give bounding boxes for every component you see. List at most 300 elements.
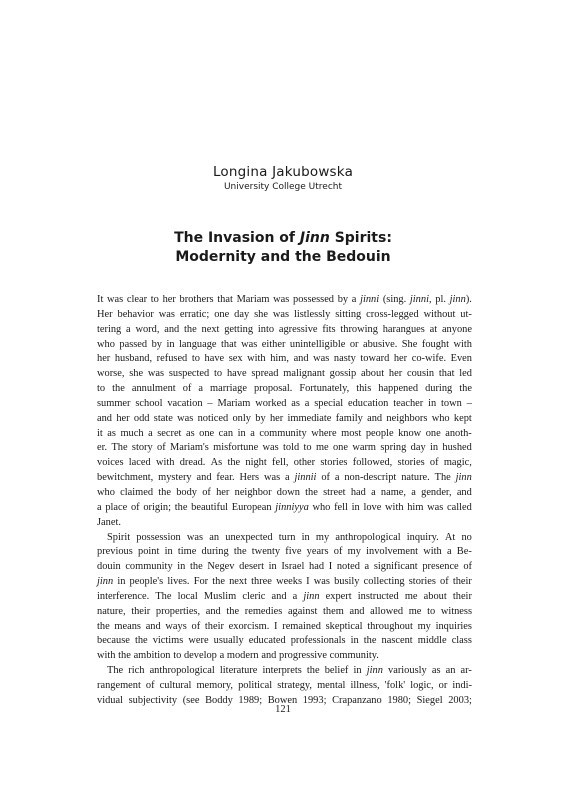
word: ar- xyxy=(460,665,472,677)
word: possessed xyxy=(293,294,334,305)
word: the xyxy=(158,486,171,498)
body-line xyxy=(97,620,472,635)
word: stories xyxy=(408,576,436,588)
word: have xyxy=(226,368,247,380)
word: unexpected xyxy=(225,531,273,543)
word: a xyxy=(292,590,298,602)
word: only xyxy=(232,412,251,424)
word: 2003; xyxy=(448,694,472,706)
word: jinn xyxy=(97,576,114,588)
word: a xyxy=(411,486,416,498)
word: word, xyxy=(135,323,160,335)
word: stories xyxy=(397,457,425,469)
word: who xyxy=(97,486,115,498)
word: odd xyxy=(133,412,150,424)
word: – xyxy=(466,397,472,409)
word: her xyxy=(216,486,230,498)
word: against xyxy=(287,605,318,617)
word: nasty xyxy=(333,353,356,365)
word: the xyxy=(97,620,110,632)
word: neighbor xyxy=(234,486,272,498)
word: in xyxy=(166,338,175,350)
word: or xyxy=(438,679,448,691)
word: had xyxy=(350,486,366,498)
word: She xyxy=(401,338,418,350)
word: gossip xyxy=(329,368,357,380)
word: Be- xyxy=(456,546,472,558)
word: rich xyxy=(128,665,145,677)
word: class xyxy=(451,635,472,647)
word: The xyxy=(111,442,128,454)
word: Mariam xyxy=(236,294,270,305)
word: much xyxy=(120,427,144,439)
word: warm xyxy=(352,442,376,454)
word: non-descript xyxy=(344,472,397,484)
word: involvement xyxy=(366,546,419,558)
word: one xyxy=(214,308,230,320)
word: during xyxy=(425,383,453,395)
body-line xyxy=(97,605,472,620)
title-italic-word: Jinn xyxy=(299,230,330,246)
word: Even xyxy=(450,353,472,365)
body-line xyxy=(97,427,472,442)
word: a xyxy=(219,650,225,662)
word: have xyxy=(204,353,225,365)
body-line xyxy=(97,412,472,427)
word: previous xyxy=(97,546,133,558)
word: fell, xyxy=(272,457,289,469)
word: with xyxy=(155,457,175,469)
word: point xyxy=(138,546,160,558)
word: jinniyya xyxy=(275,501,309,513)
word: that xyxy=(221,338,237,350)
word: remedies xyxy=(244,605,283,617)
word: jinn). xyxy=(449,294,472,305)
word: was xyxy=(263,472,281,484)
word: her xyxy=(388,368,403,380)
word: European xyxy=(231,501,272,513)
word: malignant xyxy=(283,368,325,380)
word: a xyxy=(446,546,452,558)
word: vidual xyxy=(97,694,123,706)
word: presence xyxy=(422,561,459,573)
word: the xyxy=(363,635,377,647)
word: jinni, xyxy=(409,294,432,305)
body-line xyxy=(97,634,472,649)
word: three xyxy=(251,576,272,588)
word: as xyxy=(185,427,195,439)
word: memory, xyxy=(196,679,234,691)
word: in xyxy=(177,561,186,573)
word: this xyxy=(356,383,372,395)
word: summer xyxy=(97,397,131,409)
word: twenty xyxy=(251,546,281,558)
word: As xyxy=(210,457,223,469)
word: one xyxy=(425,427,441,439)
body-line xyxy=(97,516,472,531)
body-line xyxy=(97,575,472,590)
body-line xyxy=(97,323,472,338)
word: five xyxy=(285,546,302,558)
word: to xyxy=(97,383,106,395)
word: noted xyxy=(336,561,360,573)
word: at xyxy=(429,323,438,335)
word: exorcism. xyxy=(228,620,270,632)
word: busily xyxy=(334,576,360,588)
word: who xyxy=(431,412,450,424)
body-line xyxy=(97,367,472,382)
word: hushed xyxy=(442,442,472,454)
word: The xyxy=(434,472,451,484)
word: in xyxy=(268,561,277,573)
word: jinnii xyxy=(294,472,317,484)
word: was xyxy=(427,501,444,513)
word: desert xyxy=(239,561,264,573)
word: the xyxy=(134,635,148,647)
word: in xyxy=(117,576,126,588)
title-prefix: The Invasion of xyxy=(174,230,300,246)
word: him xyxy=(407,501,424,513)
word: into xyxy=(257,323,275,335)
word: fought xyxy=(421,338,449,350)
word: state xyxy=(153,412,173,424)
page-number: 121 xyxy=(275,704,291,715)
word: special xyxy=(314,397,344,409)
word: anthropological xyxy=(149,665,215,677)
word: allowed xyxy=(370,605,404,617)
title-suffix: Spirits: xyxy=(329,230,392,246)
word: by xyxy=(151,338,162,350)
word: progressive xyxy=(279,650,327,662)
word: It xyxy=(97,294,104,305)
word: usually xyxy=(213,635,244,647)
body-line xyxy=(97,397,472,412)
word: day xyxy=(234,308,250,320)
word: worse, xyxy=(97,368,125,380)
word: stories xyxy=(320,457,348,469)
word: Bowen xyxy=(267,694,298,706)
word: weeks xyxy=(276,576,303,588)
word: educated xyxy=(248,635,286,647)
word: ambition xyxy=(133,650,171,662)
word: 1980; xyxy=(387,694,411,706)
word: and xyxy=(164,323,180,335)
word: a xyxy=(198,383,204,395)
body-line xyxy=(97,382,472,397)
word: of xyxy=(191,620,201,632)
body-line xyxy=(97,471,472,486)
word: douin xyxy=(97,561,121,573)
word: was xyxy=(313,353,330,365)
word: expert xyxy=(325,590,352,602)
word: or xyxy=(349,338,359,350)
word: was xyxy=(262,442,279,454)
word: of xyxy=(145,679,155,691)
word: cousin xyxy=(406,368,435,380)
word: community. xyxy=(329,650,379,662)
word: the xyxy=(184,323,197,335)
word: day xyxy=(410,442,426,454)
word: a xyxy=(97,501,102,513)
word: me xyxy=(408,605,422,617)
word: mystery xyxy=(158,472,192,484)
word: For xyxy=(193,576,209,588)
word: was xyxy=(186,531,204,543)
word: the xyxy=(118,650,131,662)
body-line xyxy=(97,560,472,575)
word: to xyxy=(150,294,159,305)
word: brothers xyxy=(179,294,214,305)
word: him, xyxy=(270,353,289,365)
word: my xyxy=(347,546,361,558)
word: origin; xyxy=(143,501,172,513)
word: laced xyxy=(128,457,151,469)
word: possession xyxy=(136,531,181,543)
word: me xyxy=(404,590,418,602)
word: anoth- xyxy=(445,427,472,439)
word: can xyxy=(218,427,234,439)
word: Mariam's xyxy=(170,442,209,454)
word: the xyxy=(212,576,225,588)
word: during xyxy=(201,546,229,558)
word: of xyxy=(463,561,472,573)
word: jinn xyxy=(366,665,383,677)
word: abusive. xyxy=(362,338,398,350)
word: was xyxy=(158,308,175,320)
word: misfortune xyxy=(213,442,259,454)
word: lives. xyxy=(167,576,190,588)
body-line xyxy=(97,293,472,308)
word: jinni xyxy=(360,294,380,305)
word: logic, xyxy=(410,679,434,691)
word: I xyxy=(274,620,278,632)
word: indi- xyxy=(452,679,472,691)
word: strategy, xyxy=(277,679,313,691)
word: their xyxy=(131,605,151,617)
word: listlessly xyxy=(293,308,331,320)
word: in xyxy=(353,665,362,677)
word: worked xyxy=(255,397,287,409)
word: modern xyxy=(226,650,259,662)
word: my xyxy=(315,531,330,543)
word: develop xyxy=(183,650,217,662)
word: (sing. xyxy=(382,294,407,305)
word: their xyxy=(452,590,472,602)
word: nascent xyxy=(381,635,413,647)
word: secret xyxy=(157,427,182,439)
body-line xyxy=(97,338,472,353)
body-line xyxy=(97,649,472,664)
word: happened xyxy=(378,383,419,395)
word: The xyxy=(107,665,124,677)
word: The xyxy=(155,590,172,602)
word: in xyxy=(351,501,360,513)
word: and xyxy=(196,472,212,484)
word: their xyxy=(204,620,224,632)
word: getting xyxy=(224,323,254,335)
word: with xyxy=(97,650,116,662)
word: a xyxy=(304,397,310,409)
word: she xyxy=(129,368,144,380)
word: language xyxy=(179,338,217,350)
word: next xyxy=(229,576,247,588)
word: and xyxy=(349,605,365,617)
word: of xyxy=(440,576,449,588)
body-line xyxy=(97,545,472,560)
word: husband, xyxy=(114,353,153,365)
word: sex xyxy=(228,353,243,365)
word: 1993; xyxy=(302,694,327,706)
body-line xyxy=(97,486,472,501)
word: the xyxy=(112,383,125,395)
word: love xyxy=(363,501,382,513)
word: a xyxy=(148,427,153,439)
word: the xyxy=(226,605,240,617)
word: by xyxy=(337,294,349,305)
word: Mariam xyxy=(217,397,251,409)
word: know xyxy=(398,427,422,439)
word: Israel xyxy=(281,561,305,573)
word: and xyxy=(145,620,161,632)
word: body xyxy=(176,486,197,498)
word: people xyxy=(365,427,394,439)
word: At xyxy=(444,531,456,543)
word: magic, xyxy=(443,457,472,469)
word: street xyxy=(323,486,346,498)
word: Siegel xyxy=(416,694,443,706)
word: an xyxy=(209,531,220,543)
word: unintelligible xyxy=(289,338,346,350)
word: it xyxy=(97,427,103,439)
word: mental xyxy=(317,679,346,691)
word: in xyxy=(164,546,173,558)
word: the xyxy=(306,665,320,677)
word: spring xyxy=(380,442,407,454)
author-affiliation: University College Utrecht xyxy=(223,182,343,192)
word: with xyxy=(385,501,404,513)
word: ut- xyxy=(460,308,472,320)
word: interference. xyxy=(97,590,150,602)
word: skeptical xyxy=(325,620,363,632)
word: witness xyxy=(440,605,472,617)
word: the xyxy=(305,486,318,498)
word: in xyxy=(301,531,310,543)
word: a xyxy=(351,294,357,305)
word: Muslim xyxy=(203,590,237,602)
word: means xyxy=(114,620,141,632)
word: instructed xyxy=(357,590,399,602)
word: by xyxy=(255,412,266,424)
word: 1989; xyxy=(238,694,263,706)
word: harangues xyxy=(382,323,425,335)
word: noticed xyxy=(197,412,229,424)
word: jinn xyxy=(303,590,320,602)
word: a xyxy=(364,561,370,573)
word: that xyxy=(438,368,455,380)
word: of xyxy=(130,501,140,513)
word: cleric xyxy=(242,590,266,602)
word: toward xyxy=(360,353,390,365)
word: as xyxy=(291,397,300,409)
word: my xyxy=(417,620,431,632)
word: in xyxy=(428,397,437,409)
word: her xyxy=(97,353,111,365)
word: co-wife. xyxy=(411,353,447,365)
word: gender, xyxy=(421,486,452,498)
word: the xyxy=(190,561,203,573)
word: anthropological xyxy=(335,531,401,543)
word: town xyxy=(441,397,462,409)
word: subjectivity xyxy=(128,694,178,706)
word: kept xyxy=(453,412,472,424)
word: of xyxy=(182,383,192,395)
word: was xyxy=(147,368,165,380)
word: next xyxy=(201,323,220,335)
word: spread xyxy=(251,368,279,380)
word: community xyxy=(259,427,307,439)
word: claimed xyxy=(120,486,154,498)
word: rangement xyxy=(97,679,141,691)
body-line xyxy=(97,664,472,679)
word: dread. xyxy=(179,457,206,469)
word: her xyxy=(116,412,130,424)
word: the xyxy=(233,546,247,558)
word: about xyxy=(423,590,447,602)
word: I xyxy=(328,561,333,573)
word: a xyxy=(250,427,255,439)
word: place xyxy=(105,501,128,513)
word: interprets xyxy=(262,665,302,677)
word: turn xyxy=(278,531,296,543)
word: variously xyxy=(388,665,427,677)
word: and xyxy=(261,650,277,662)
word: her xyxy=(162,294,176,305)
word: nature, xyxy=(97,605,126,617)
body-line xyxy=(97,501,472,516)
author-name: Longina Jakubowska xyxy=(212,164,354,180)
word: them xyxy=(323,605,344,617)
word: in xyxy=(350,635,359,647)
word: a xyxy=(126,323,131,335)
word: collecting xyxy=(363,576,405,588)
word: called xyxy=(446,501,472,513)
word: the xyxy=(459,383,472,395)
word: belief xyxy=(324,665,349,677)
word: local xyxy=(177,590,198,602)
word: to xyxy=(214,368,223,380)
word: beautiful xyxy=(191,501,229,513)
word: other xyxy=(293,457,316,469)
word: her xyxy=(393,353,408,365)
word: no xyxy=(461,531,472,543)
word: their xyxy=(452,576,472,588)
body-line xyxy=(97,679,472,694)
word: family xyxy=(335,412,363,424)
word: night xyxy=(245,457,267,469)
word: with xyxy=(453,338,472,350)
word: Crapanzano xyxy=(332,694,382,706)
word: the xyxy=(174,501,188,513)
word: of xyxy=(429,457,439,469)
body-line xyxy=(97,456,472,471)
word: most xyxy=(341,427,362,439)
word: tering xyxy=(97,323,122,335)
word: in xyxy=(429,442,439,454)
word: cross-legged xyxy=(366,308,419,320)
word: voices xyxy=(97,457,124,469)
word: me xyxy=(315,442,329,454)
title-line-1 xyxy=(0,229,566,248)
